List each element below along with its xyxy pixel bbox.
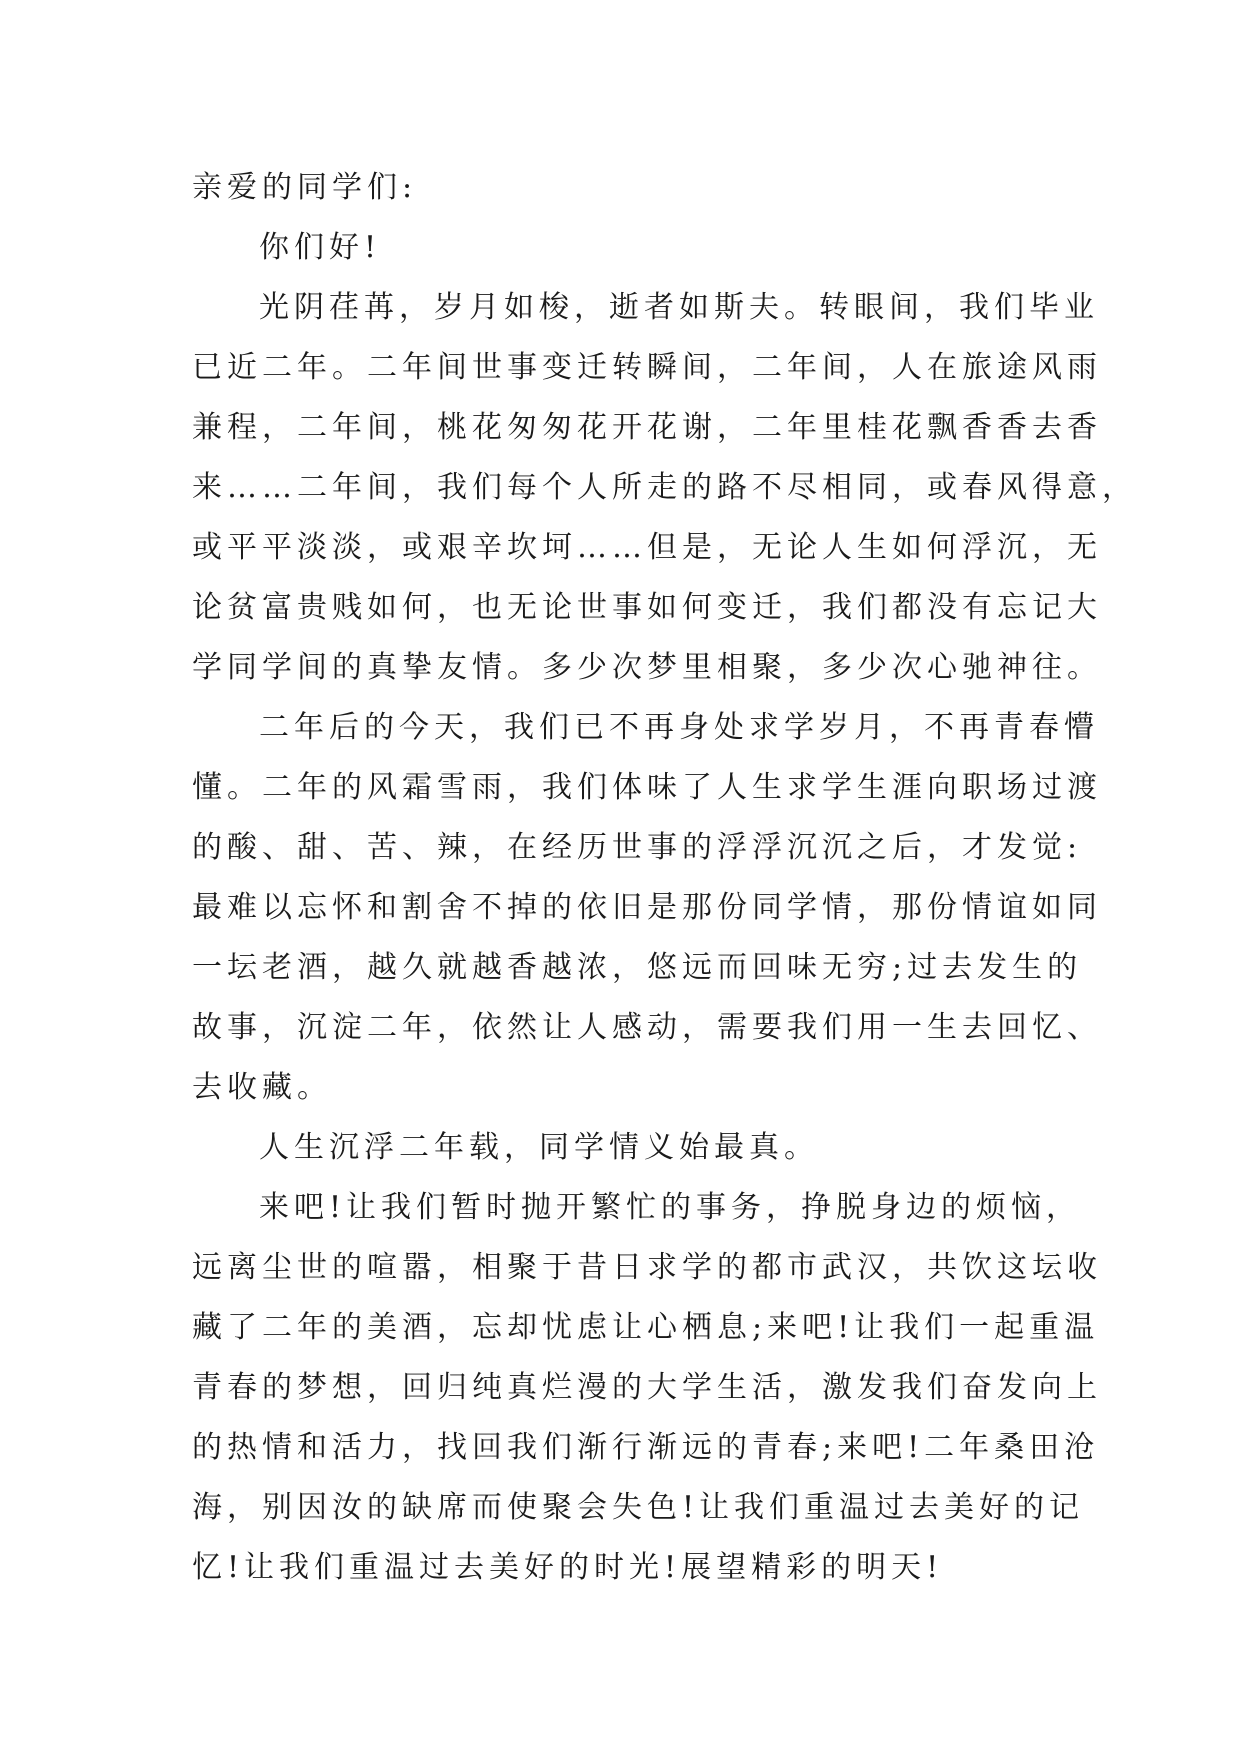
salutation-line: 亲爱的同学们: (192, 170, 418, 205)
text-line: 学同学间的真挚友情。多少次梦里相聚，多少次心驰神往。 (192, 650, 1102, 685)
text-line: 最难以忘怀和割舍不掉的依旧是那份同学情，那份情谊如同 (192, 890, 1102, 925)
text-line: 来……二年间，我们每个人所走的路不尽相同，或春风得意， (192, 470, 1137, 505)
text-line: 来吧!让我们暂时抛开繁忙的事务，挣脱身边的烦恼， (259, 1190, 1082, 1225)
text-line: 的酸、甜、苦、辣，在经历世事的浮浮沉沉之后，才发觉: (192, 830, 1083, 865)
text-line: 海，别因汝的缺席而使聚会失色!让我们重温过去美好的记 (192, 1490, 1085, 1525)
text-line: 的热情和活力，找回我们渐行渐远的青春;来吧!二年桑田沧 (192, 1430, 1100, 1465)
text-line: 远离尘世的喧嚣，相聚于昔日求学的都市武汉，共饮这坛收 (192, 1250, 1102, 1285)
text-line: 一坛老酒，越久就越香越浓，悠远而回味无穷;过去发生的 (192, 950, 1083, 985)
text-line: 人生沉浮二年载，同学情义始最真。 (259, 1130, 819, 1165)
text-line: 青春的梦想，回归纯真烂漫的大学生活，激发我们奋发向上 (192, 1370, 1102, 1405)
text-line: 或平平淡淡，或艰辛坎坷……但是，无论人生如何浮沉，无 (192, 530, 1102, 565)
text-line: 光阴荏苒，岁月如梭，逝者如斯夫。转眼间，我们毕业 (259, 290, 1099, 325)
text-line: 二年后的今天，我们已不再身处求学岁月，不再青春懵 (259, 710, 1099, 745)
text-line: 兼程，二年间，桃花匆匆花开花谢，二年里桂花飘香香去香 (192, 410, 1102, 445)
text-line: 去收藏。 (192, 1070, 332, 1105)
greeting-line: 你们好! (259, 230, 382, 265)
letter-body (192, 158, 1137, 1598)
text-line: 论贫富贵贱如何，也无论世事如何变迁，我们都没有忘记大 (192, 590, 1102, 625)
text-line: 已近二年。二年间世事变迁转瞬间，二年间，人在旅途风雨 (192, 350, 1102, 385)
text-line: 故事，沉淀二年，依然让人感动，需要我们用一生去回忆、 (192, 1010, 1102, 1045)
text-line: 忆!让我们重温过去美好的时光!展望精彩的明天! (192, 1550, 944, 1585)
text-line: 藏了二年的美酒，忘却忧虑让心栖息;来吧!让我们一起重温 (192, 1310, 1100, 1345)
text-line: 懂。二年的风霜雪雨，我们体味了人生求学生涯向职场过渡 (192, 770, 1102, 805)
